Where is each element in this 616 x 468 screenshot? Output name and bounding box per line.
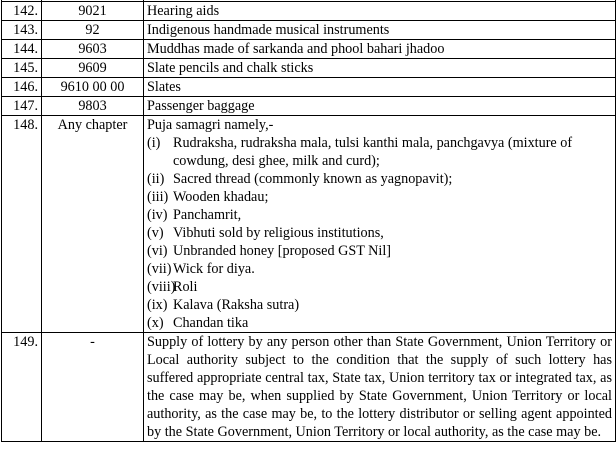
- table-row-lottery: [2, 333, 616, 442]
- list-item: [147, 314, 612, 332]
- item-text: Vibhuti sold by religious institutions,: [173, 225, 384, 241]
- serial-number-cell: 144.: [2, 40, 42, 59]
- description-cell: Indigenous handmade musical instruments: [144, 21, 616, 40]
- list-item: [147, 224, 612, 242]
- description-cell: Muddhas made of sarkanda and phool bahari jhadoo: [144, 40, 616, 59]
- table-row: [2, 2, 616, 21]
- list-item: [147, 260, 612, 278]
- serial-number-cell: 142.: [2, 2, 42, 21]
- list-item: [147, 188, 612, 206]
- item-number: (x): [147, 315, 164, 331]
- serial-number-cell: 147.: [2, 97, 42, 116]
- item-text: Sacred thread (commonly known as yagnopavit);: [173, 171, 453, 187]
- item-number: (v): [147, 225, 164, 241]
- description-cell: Supply of lottery by any person other than State Government, Union Territory or Local authority subject to the condition that the supply of such lottery has suffered appropriate central tax, State tax, Union territory tax or integrated tax, as the case may be, when supplied by State Government, Union Territory or local authority, as the case may be, to the lottery distributor or selling agent appointed by the State Government, Union Territory or local authority, as the case may be.: [144, 333, 616, 442]
- description-cell: Passenger baggage: [144, 97, 616, 116]
- item-number: (viii): [147, 279, 176, 295]
- item-text: Wick for diya.: [173, 261, 255, 277]
- item-text: Wooden khadau;: [173, 189, 269, 205]
- table-row: [2, 40, 616, 59]
- table-row: [2, 21, 616, 40]
- tariff-code-cell: Any chapter: [42, 116, 144, 333]
- tariff-code-cell: -: [42, 333, 144, 442]
- item-text: Kalava (Raksha sutra): [173, 297, 300, 313]
- table-row: [2, 78, 616, 97]
- tariff-code-cell: 9603: [42, 40, 144, 59]
- serial-number-cell: 146.: [2, 78, 42, 97]
- tariff-code-cell: 9610 00 00: [42, 78, 144, 97]
- item-number: (vii): [147, 261, 172, 277]
- list-item: [147, 170, 612, 188]
- list-item: [147, 206, 612, 224]
- serial-number-cell: 149.: [2, 333, 42, 442]
- item-number: (vi): [147, 243, 168, 259]
- serial-number-cell: 145.: [2, 59, 42, 78]
- table-row: [2, 59, 616, 78]
- tariff-code-cell: 9609: [42, 59, 144, 78]
- tariff-code-cell: 92: [42, 21, 144, 40]
- list-item: [147, 278, 612, 296]
- item-number: (ix): [147, 297, 168, 313]
- list-item: [147, 134, 612, 170]
- description-cell: [144, 116, 616, 333]
- table-row-puja-samagri: [2, 116, 616, 333]
- item-number: (i): [147, 135, 161, 151]
- table-row: [2, 97, 616, 116]
- puja-samagri-list: [147, 134, 612, 332]
- list-item: [147, 242, 612, 260]
- description-cell: Slate pencils and chalk sticks: [144, 59, 616, 78]
- tariff-code-cell: 9803: [42, 97, 144, 116]
- item-number: (ii): [147, 171, 165, 187]
- serial-number-cell: 143.: [2, 21, 42, 40]
- description-cell: Hearing aids: [144, 2, 616, 21]
- item-text: Chandan tika: [173, 315, 249, 331]
- tariff-code-cell: 9021: [42, 2, 144, 21]
- gst-exemption-table: [1, 0, 616, 442]
- item-text: Roli: [173, 279, 198, 295]
- item-number: (iii): [147, 189, 169, 205]
- puja-samagri-intro: Puja samagri namely,-: [147, 117, 274, 133]
- item-text: Rudraksha, rudraksha mala, tulsi kanthi mala, panchgavya (mixture of cowdung, desi ghee, milk and curd);: [173, 135, 573, 169]
- description-cell: Slates: [144, 78, 616, 97]
- item-text: Panchamrit,: [173, 207, 242, 223]
- item-text: Unbranded honey [proposed GST Nil]: [173, 243, 392, 259]
- serial-number-cell: 148.: [2, 116, 42, 333]
- list-item: [147, 296, 612, 314]
- item-number: (iv): [147, 207, 168, 223]
